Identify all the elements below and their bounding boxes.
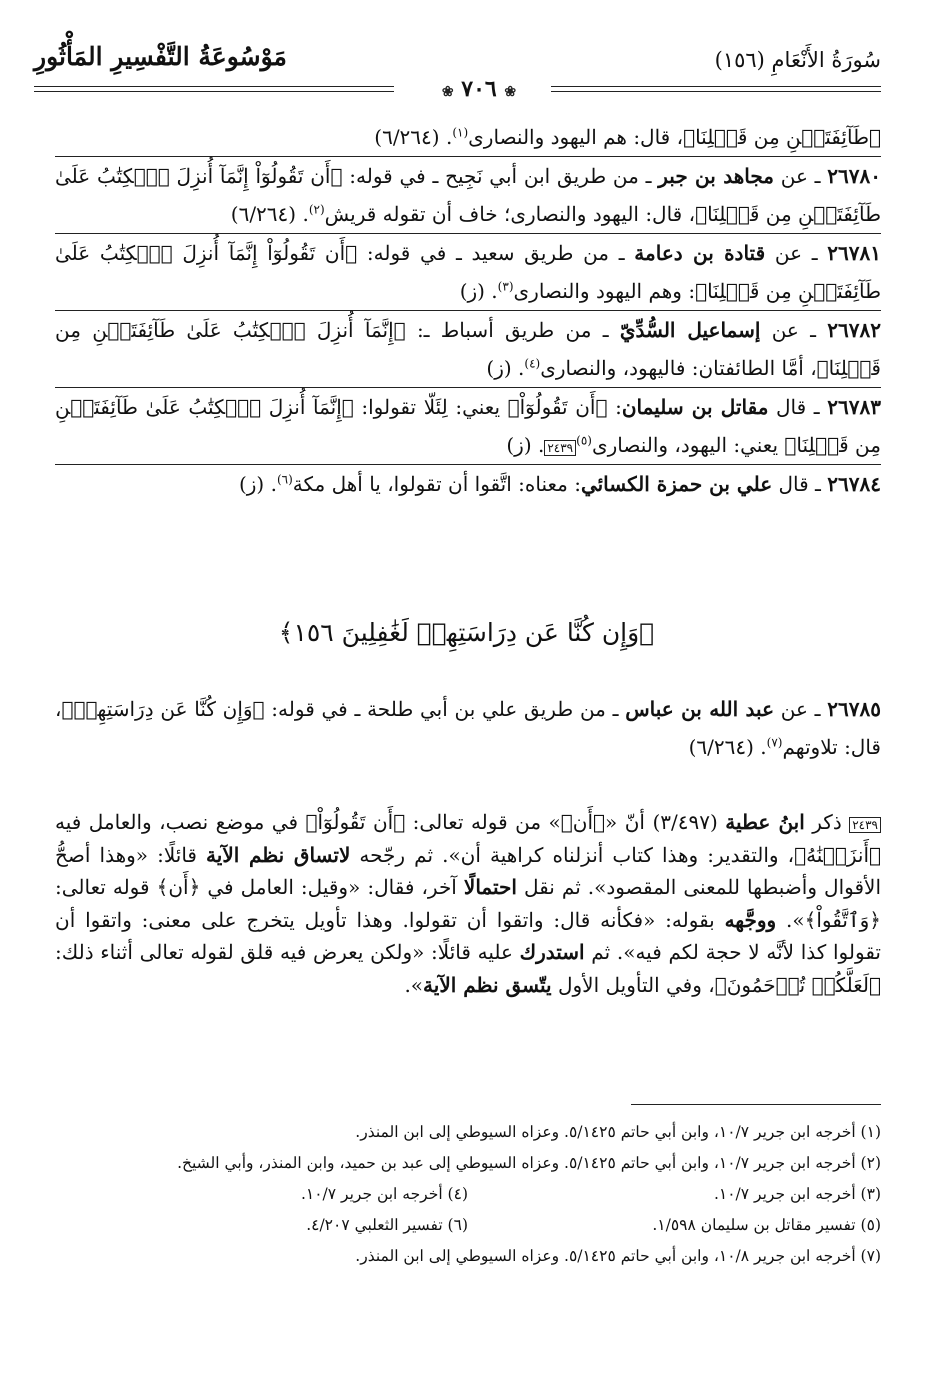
narration-entry	[55, 157, 881, 233]
header-rule-left-thin	[34, 91, 394, 92]
narrator-name: مقاتل بن سليمان	[621, 395, 769, 419]
entry-number: ٢٦٧٨٠	[827, 164, 882, 188]
footnote-marker: (٧)	[766, 735, 783, 750]
footnote-row	[55, 1210, 881, 1241]
volume-reference: . (ز)	[506, 433, 545, 457]
quran-quote: ﴿إِنَّمَآ أُنزِلَ ٱلۡكِتَٰبُ عَلَىٰ طَآئِفَتَيۡنِ مِن قَبۡلِنَا﴾	[55, 318, 881, 380]
volume-reference: . (ز)	[459, 279, 498, 303]
narration-entry	[55, 234, 881, 310]
entry-text: :	[607, 395, 622, 419]
quran-quote: ﴿وَإِن كُنَّا عَن دِرَاسَتِهِمۡ﴾	[61, 697, 265, 721]
entry-text: ، أمَّا الطائفتان: فاليهود، والنصارى	[540, 356, 817, 380]
ornament-icon: ❀	[504, 84, 517, 100]
commentary-marker[interactable]: ٢٤٣٩	[849, 817, 881, 833]
footnote: (٦) تفسير الثعلبي ٤/٢٠٧.	[306, 1216, 468, 1234]
header-rule-right	[551, 86, 881, 87]
narration-entry	[55, 465, 881, 503]
footnote-marker: (٢)	[308, 202, 325, 217]
note-emphasis: ابنُ عطية	[725, 810, 805, 834]
footnote-rule	[631, 1104, 881, 1105]
footnote: (٥) تفسير مقاتل بن سليمان ١/٥٩٨.	[652, 1216, 881, 1234]
entry-text: : معناه: اتَّقوا أن تقولوا، يا أهل مكة	[292, 472, 581, 496]
footnote-marker: (١)	[452, 125, 469, 140]
narrator-name: علي بن حمزة الكسائي	[580, 472, 773, 496]
narration-entry	[55, 690, 881, 766]
commentary-marker[interactable]: ٢٤٣٩	[544, 440, 576, 456]
ornament-icon: ❀	[441, 84, 454, 100]
note-text: عليه قائلًا: «ولكن يعرض فيه قلق لقوله تعالى أثناء ذلك: ﴿لَعَلَّكُمۡ تُرۡحَمُونَ﴾، وفي التأويل الأول	[55, 940, 881, 997]
entry-text: ـ عن	[765, 241, 828, 265]
page-number-block	[404, 76, 554, 102]
volume-reference: . (ز)	[486, 356, 525, 380]
entry-text: ـ من طريق سعيد ـ في قوله:	[357, 241, 635, 265]
entry-text: ـ من طريق أسباط ـ:	[405, 318, 620, 342]
page-header	[34, 42, 881, 102]
entry-number: ٢٦٧٨٣	[827, 395, 881, 419]
entry-text: ـ قال	[772, 472, 828, 496]
footnote: (١) أخرجه ابن جرير ١٠/٧، وابن أبي حاتم ٥/١٤٢٥. وعزاه السيوطي إلى ابن المنذر.	[355, 1123, 881, 1141]
entry-text: ـ من طريق ابن أبي نَجِيح ـ في قوله:	[342, 164, 659, 188]
volume-reference: . (ز)	[238, 472, 277, 496]
entry-text: ـ عن	[760, 318, 828, 342]
note-text: آخر، فقال: «وقيل: العامل في ﴿أَن﴾ قوله تعالى: ﴿وَٱتَّقُواْ﴾».	[55, 875, 882, 932]
narration-entry	[55, 311, 881, 387]
note-emphasis: استدرك	[519, 940, 585, 965]
note-emphasis: يتّسق نظم الآية	[423, 972, 552, 997]
main-text	[55, 118, 881, 503]
entry-text: يعني: لِئَلّا تقولوا: ﴿إِنَّمَآ أُنزِلَ ٱلۡكِتَٰبُ عَلَىٰ طَآئِفَتَيۡنِ مِن قَبۡلِنَا﴾ يعني: اليهود، والنصارى	[55, 395, 881, 457]
entry-text: ـ قال	[768, 395, 828, 419]
quran-quote: ﴿طَآئِفَتَيۡنِ مِن قَبۡلِنَا﴾	[683, 125, 881, 149]
narrator-name: إسماعيل السُّدِّيّ	[619, 318, 761, 342]
quran-quote: ﴿أَن تَقُولُوٓاْ إِنَّمَآ أُنزِلَ ٱلۡكِتَٰبُ عَلَىٰ طَآئِفَتَيۡنِ مِن قَبۡلِنَا﴾	[55, 164, 881, 226]
footnote-marker: (٥)	[576, 433, 592, 448]
footnote-marker: (٦)	[276, 472, 293, 487]
note-emphasis: احتمالًا	[463, 875, 517, 900]
note-text: (٣/٤٩٧) أنّ «﴿أَن﴾» من قوله تعالى: ﴿أَن تَقُولُوٓاْ﴾ في موضع نصب، والعامل فيه ﴿أَنزَلۡنَٰهُ﴾، والتقدير: وهذا كتاب أنزلناه كراهية أن». ثم رجّحه	[55, 810, 882, 867]
book-title: مَوْسُوعَةُ التَّفْسِيرِ المَأْثُورِ	[34, 42, 287, 71]
paragraph-text: ، قال: هم اليهود والنصارى	[468, 125, 684, 149]
entry-text: : وهم اليهود والنصارى	[513, 279, 696, 303]
volume-reference: . (٦/٢٦٤)	[374, 125, 453, 149]
quran-quote: ﴿أَن تَقُولُوٓاْ إِنَّمَآ أُنزِلَ ٱلۡكِتَٰبُ عَلَىٰ طَآئِفَتَيۡنِ مِن قَبۡلِنَا﴾	[55, 241, 881, 303]
surah-title: سُورَةُ الأَنْعَامِ (١٥٦)	[714, 48, 881, 72]
note-emphasis: ووجَّهه	[724, 907, 777, 932]
narrator-name: عبد الله بن عباس	[625, 697, 775, 721]
quran-quote: ﴿أَن تَقُولُوٓاْ﴾	[507, 395, 608, 419]
narrator-name: مجاهد بن جبر	[658, 164, 774, 188]
entry-text: ـ عن	[773, 164, 828, 188]
volume-reference: . (٦/٢٦٤)	[230, 202, 309, 226]
footnote: (٢) أخرجه ابن جرير ١٠/٧، وابن أبي حاتم ٥/١٤٢٥. وعزاه السيوطي إلى عبد بن حميد، وابن المنذر، وأبي الشيخ.	[177, 1154, 881, 1172]
continuation-paragraph	[55, 118, 881, 156]
note-text: قائلًا: «وهذا أصحُّ الأقوال وأضبطها للمعنى المقصود». ثم نقل	[55, 842, 881, 900]
page-number: ٧٠٦	[461, 76, 497, 102]
entry-number: ٢٦٧٨٥	[827, 697, 881, 721]
note-text: ».	[404, 972, 424, 997]
entry-text: ـ عن	[774, 697, 828, 721]
footnote-marker: (٤)	[524, 356, 541, 371]
footnote: (٤) أخرجه ابن جرير ١٠/٧.	[300, 1185, 468, 1203]
note-emphasis: لاتساق نظم الآية	[206, 842, 351, 867]
entry-number: ٢٦٧٨١	[827, 241, 882, 265]
entry-number: ٢٦٧٨٤	[827, 472, 881, 496]
commentary-note	[55, 806, 881, 1002]
footnote-marker: (٣)	[497, 279, 514, 294]
verse-heading: ﴿وَإِن كُنَّا عَن دِرَاسَتِهِمۡ لَغَٰفِلِينَ ١٥٦﴾	[278, 618, 655, 647]
footnote: (٣) أخرجه ابن جرير ١٠/٧.	[713, 1185, 881, 1203]
narrator-name: قتادة بن دعامة	[634, 241, 766, 265]
header-rule-left	[34, 86, 394, 87]
entry-text: ، قال: تلاوتهم	[55, 697, 881, 759]
narration-entry	[55, 388, 881, 464]
footnote-row	[55, 1179, 881, 1210]
main-text-2	[55, 690, 881, 766]
header-rule-right-thin	[551, 91, 881, 92]
entry-text: ـ من طريق علي بن أبي طلحة ـ في قوله:	[264, 697, 626, 721]
entry-text: ، قال: اليهود والنصارى؛ خاف أن تقوله قريش	[324, 202, 696, 226]
entry-number: ٢٦٧٨٢	[827, 318, 881, 342]
footnotes	[55, 1117, 881, 1272]
footnote: (٧) أخرجه ابن جرير ١٠/٨، وابن أبي حاتم ٥/١٤٢٥. وعزاه السيوطي إلى ابن المنذر.	[355, 1247, 881, 1265]
note-text: بقوله: «فكأنه قال: واتقوا أن تقولوا. وهذا تأويل يتخرج على معنى: واتقوا أن تقولوا كذا لأنَّه لا حجة لكم فيه». ثم	[55, 907, 881, 965]
note-text: ذكر	[804, 810, 850, 834]
volume-reference: . (٦/٢٦٤)	[688, 735, 767, 759]
